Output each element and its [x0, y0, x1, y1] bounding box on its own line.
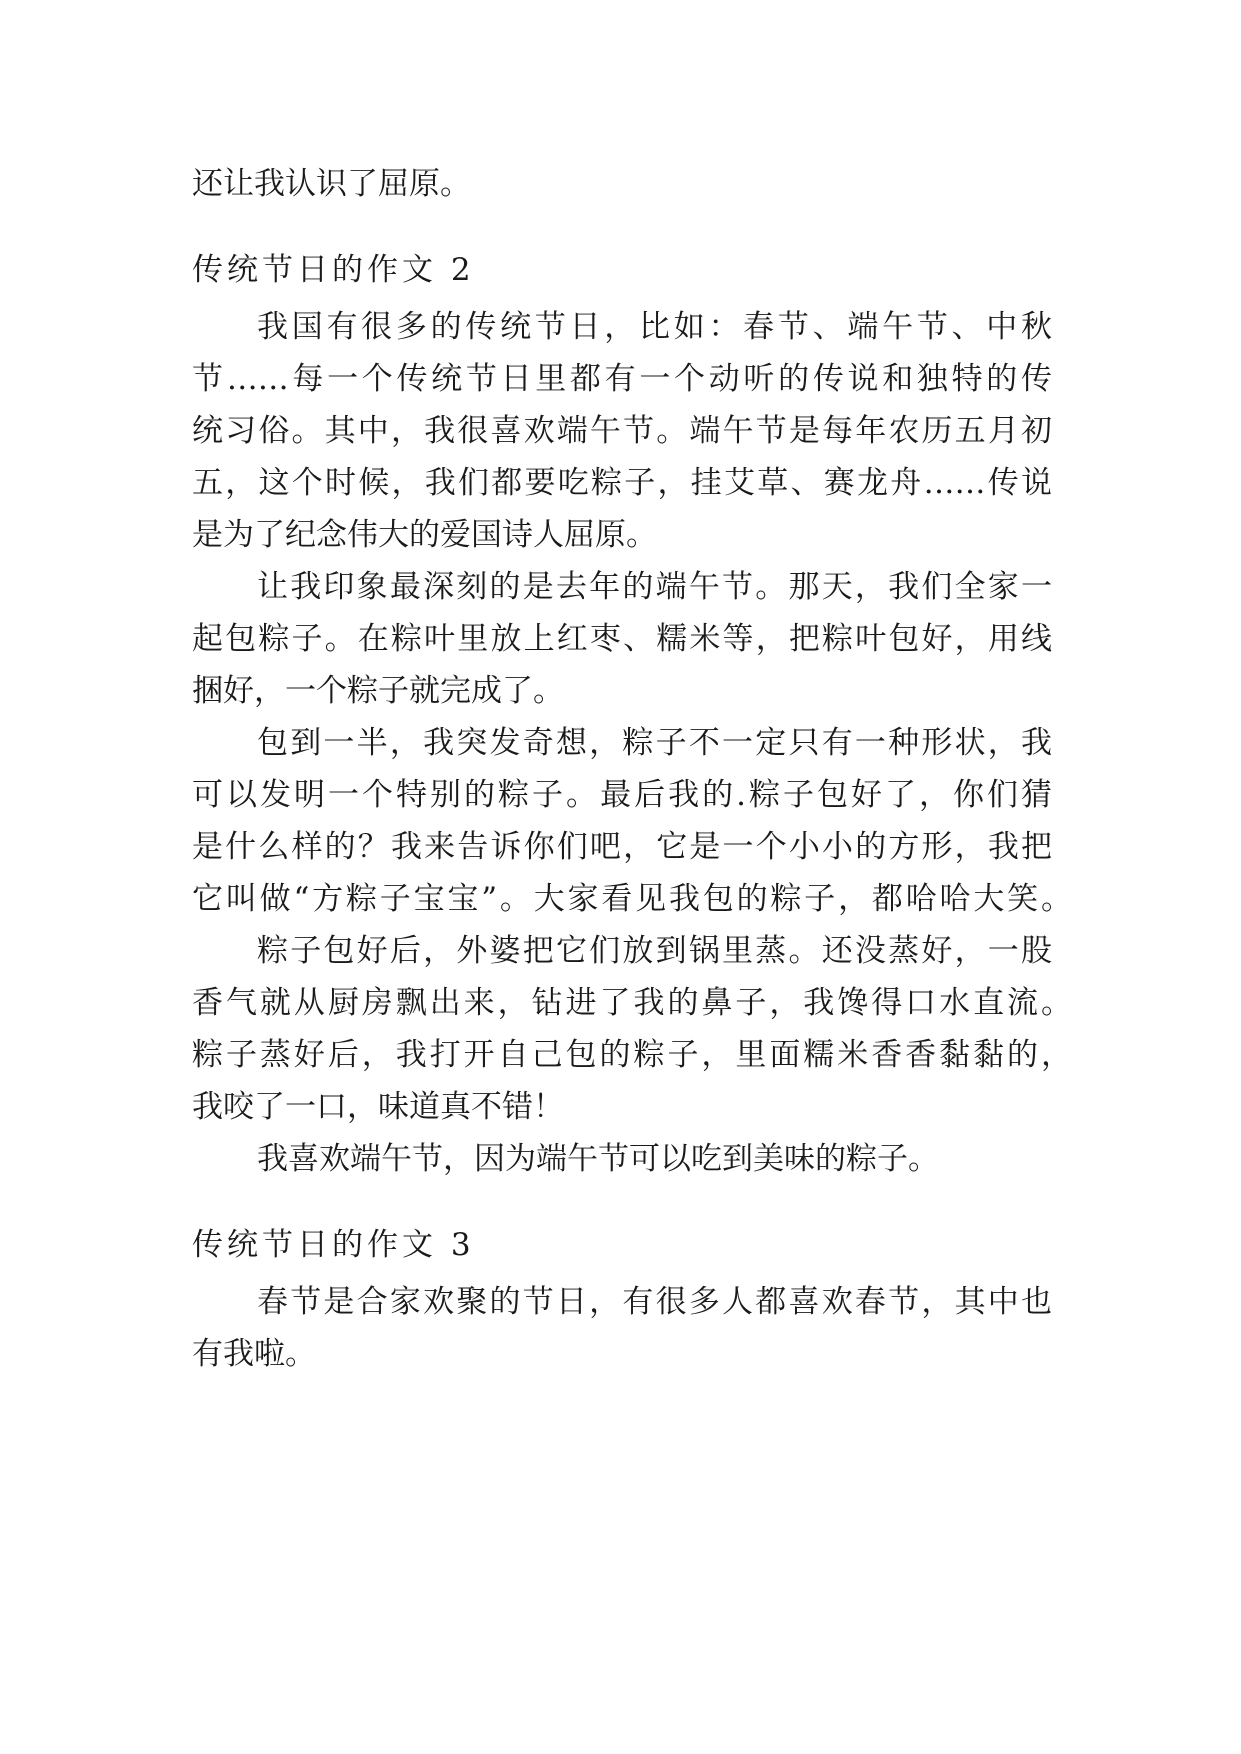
text-line: 起包粽子。在粽叶里放上红枣、糯米等，把粽叶包好，用线 [192, 621, 1052, 657]
text-line: 我咬了一口，味道真不错！ [192, 1089, 564, 1125]
text-line: 我国有很多的传统节日，比如：春节、端午节、中秋 [257, 309, 1052, 345]
essay-heading-3: 传统节日的作文 3 [192, 1227, 475, 1263]
text-line: 捆好，一个粽子就完成了。 [192, 673, 564, 709]
text-line: 粽子包好后，外婆把它们放到锅里蒸。还没蒸好，一股 [257, 933, 1052, 969]
text-line: 还让我认识了屈原。 [192, 166, 471, 202]
essay-heading-2: 传统节日的作文 2 [192, 252, 475, 288]
text-line: 春节是合家欢聚的节日，有很多人都喜欢春节，其中也 [257, 1284, 1052, 1320]
text-line: 香气就从厨房飘出来，钻进了我的鼻子，我馋得口水直流。 [192, 985, 1072, 1021]
text-line: 可以发明一个特别的粽子。最后我的.粽子包好了，你们猜 [192, 777, 1052, 813]
text-line: 是什么样的？我来告诉你们吧，它是一个小小的方形，我把 [192, 829, 1052, 865]
text-line: 节……每一个传统节日里都有一个动听的传说和独特的传 [192, 361, 1052, 397]
text-line: 让我印象最深刻的是去年的端午节。那天，我们全家一 [257, 569, 1052, 605]
text-line: 它叫做“方粽子宝宝”。大家看见我包的粽子，都哈哈大笑。 [192, 881, 1072, 917]
text-line: 粽子蒸好后，我打开自己包的粽子，里面糯米香香黏黏的， [192, 1037, 1072, 1073]
text-line: 是为了纪念伟大的爱国诗人屈原。 [192, 517, 657, 553]
text-line: 我喜欢端午节，因为端午节可以吃到美味的粽子。 [257, 1141, 939, 1177]
text-line: 包到一半，我突发奇想，粽子不一定只有一种形状，我 [257, 725, 1052, 761]
text-line: 有我啦。 [192, 1336, 316, 1372]
text-line: 五，这个时候，我们都要吃粽子，挂艾草、赛龙舟……传说 [192, 465, 1052, 501]
text-line: 统习俗。其中，我很喜欢端午节。端午节是每年农历五月初 [192, 413, 1052, 449]
